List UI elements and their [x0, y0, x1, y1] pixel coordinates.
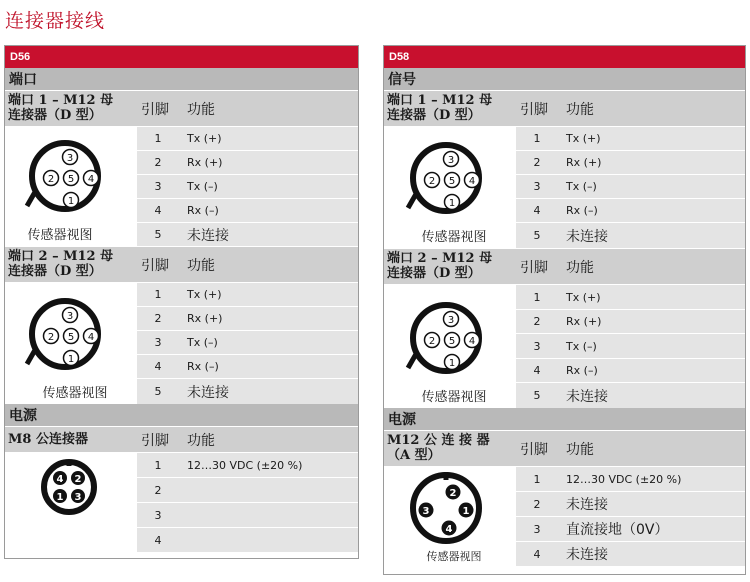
table-row: 3 — [137, 502, 358, 527]
pin-table — [516, 466, 745, 566]
m8-connector-diagram — [5, 452, 137, 552]
m12-d-coded-connector-diagram — [5, 126, 137, 246]
sensor-view-caption: 传感器视图 — [421, 390, 487, 405]
pin-table — [516, 126, 745, 248]
table-row: 4 — [137, 527, 358, 552]
connector-face-icon — [384, 284, 516, 388]
pin-column-header: 引脚 — [141, 257, 169, 274]
table-row: 4 Rx (–) — [137, 198, 358, 222]
m12-d-coded-connector-diagram — [384, 284, 516, 408]
table-row: 2 Rx (+) — [516, 150, 745, 174]
pin-column-header: 引脚 — [141, 432, 169, 449]
section-power-title: 电源 — [5, 404, 358, 426]
table-row: 1 12…30 VDC (±20 %) — [137, 452, 358, 477]
pin-number-label: 3 — [74, 492, 82, 503]
port1-body — [5, 126, 358, 246]
pin-number-label: 5 — [67, 174, 75, 185]
pin-table — [137, 126, 358, 246]
pin-number-label: 2 — [428, 176, 436, 187]
pin-number-label: 1 — [67, 354, 75, 365]
table-row: 2 Rx (+) — [516, 309, 745, 333]
pin-column-header: 引脚 — [141, 101, 169, 118]
pin-number-label: 2 — [47, 174, 55, 185]
pin-number-label: 1 — [448, 358, 456, 369]
connector-name: M12 公 连 接 器 （A 型） — [387, 433, 490, 463]
table-row: 5 未连接 — [137, 378, 358, 404]
pin-number-label: 5 — [67, 332, 75, 343]
table-row: 5 未连接 — [137, 222, 358, 246]
panel-d56 — [4, 45, 359, 559]
pin-number-label: 3 — [447, 315, 455, 326]
sensor-view-caption: 传感器视图 — [27, 228, 93, 243]
function-column-header: 功能 — [566, 259, 594, 276]
section-port-title: 端口 — [5, 68, 358, 90]
port2-body — [384, 284, 745, 408]
pin-column-header: 引脚 — [520, 441, 548, 458]
pin-number-label: 3 — [66, 153, 74, 164]
pin-column-header: 引脚 — [520, 101, 548, 118]
section-signal-title: 信号 — [384, 68, 745, 90]
port1-header — [384, 90, 745, 126]
pin-number-label: 5 — [448, 336, 456, 347]
table-row: 3 Tx (–) — [516, 333, 745, 358]
pin-number-label: 1 — [462, 506, 470, 517]
port2-body — [5, 282, 358, 404]
table-row: 4 Rx (–) — [516, 198, 745, 222]
connector-face-icon — [5, 126, 137, 226]
connector-face-icon — [5, 282, 137, 384]
connector-face-icon — [384, 466, 516, 556]
connector-name: 端口 1 – M12 母 连接器（D 型） — [8, 93, 114, 123]
sensor-view-caption: 传感器视图 — [42, 386, 108, 401]
pin-column-header: 引脚 — [520, 259, 548, 276]
connector-name: 端口 2 – M12 母 连接器（D 型） — [387, 251, 493, 281]
connector-face-icon — [5, 452, 137, 552]
pin-number-label: 3 — [422, 506, 430, 517]
table-row: 1 Tx (+) — [516, 126, 745, 150]
pin-table — [137, 282, 358, 404]
pin-number-label: 3 — [447, 155, 455, 166]
pin-number-label: 4 — [468, 176, 476, 187]
table-row: 3 Tx (–) — [137, 174, 358, 198]
pin-number-label: 5 — [448, 176, 456, 187]
pin-number-label: 2 — [47, 332, 55, 343]
panel-model-label: D58 — [384, 46, 745, 68]
connector-face-icon — [384, 126, 516, 228]
pin-number-label: 4 — [87, 332, 95, 343]
port2-header — [384, 248, 745, 284]
function-column-header: 功能 — [187, 257, 215, 274]
panel-d58 — [383, 45, 746, 575]
pin-number-label: 4 — [87, 174, 95, 185]
pin-table — [137, 452, 358, 552]
power-header — [384, 430, 745, 466]
connector-name: 端口 1 – M12 母 连接器（D 型） — [387, 93, 493, 123]
pin-table — [516, 284, 745, 408]
table-row: 2 — [137, 477, 358, 502]
pin-number-label: 2 — [428, 336, 436, 347]
connector-name: M8 公连接器 — [8, 432, 88, 447]
table-row: 3 Tx (–) — [137, 330, 358, 354]
power-body — [384, 466, 745, 566]
table-row: 1 Tx (+) — [137, 282, 358, 306]
function-column-header: 功能 — [187, 432, 215, 449]
table-row: 5 未连接 — [516, 382, 745, 408]
table-row: 1 Tx (+) — [137, 126, 358, 150]
port1-header — [5, 90, 358, 126]
pin-number-label: 1 — [67, 196, 75, 207]
pin-number-label: 4 — [468, 336, 476, 347]
port1-body — [384, 126, 745, 248]
panel-model-label: D56 — [5, 46, 358, 68]
table-row: 4 未连接 — [516, 541, 745, 566]
table-row: 2 未连接 — [516, 491, 745, 516]
function-column-header: 功能 — [566, 441, 594, 458]
table-row: 4 Rx (–) — [516, 358, 745, 382]
pin-number-label: 3 — [66, 311, 74, 322]
table-row: 2 Rx (+) — [137, 150, 358, 174]
pin-number-label: 4 — [445, 524, 453, 535]
section-power-title: 电源 — [384, 408, 745, 430]
table-row: 4 Rx (–) — [137, 354, 358, 378]
connector-name: 端口 2 – M12 母 连接器（D 型） — [8, 249, 114, 279]
function-column-header: 功能 — [187, 101, 215, 118]
sensor-view-caption: 传感器视图 — [426, 550, 482, 563]
table-row: 5 未连接 — [516, 222, 745, 248]
m12-d-coded-connector-diagram — [5, 282, 137, 404]
pin-number-label: 1 — [448, 198, 456, 209]
pin-number-label: 2 — [74, 474, 82, 485]
port2-header — [5, 246, 358, 282]
page-title: 连接器接线 — [5, 10, 106, 32]
m12-a-coded-connector-diagram — [384, 466, 516, 566]
table-row: 1 Tx (+) — [516, 284, 745, 309]
pin-number-label: 2 — [449, 488, 457, 499]
table-row: 3 直流接地（0V） — [516, 516, 745, 541]
table-row: 3 Tx (–) — [516, 174, 745, 198]
function-column-header: 功能 — [566, 101, 594, 118]
m12-d-coded-connector-diagram — [384, 126, 516, 248]
power-body — [5, 452, 358, 552]
power-header — [5, 426, 358, 452]
sensor-view-caption: 传感器视图 — [421, 230, 487, 245]
pin-number-label: 4 — [56, 474, 64, 485]
table-row: 2 Rx (+) — [137, 306, 358, 330]
pin-number-label: 1 — [56, 492, 64, 503]
table-row: 1 12…30 VDC (±20 %) — [516, 466, 745, 491]
